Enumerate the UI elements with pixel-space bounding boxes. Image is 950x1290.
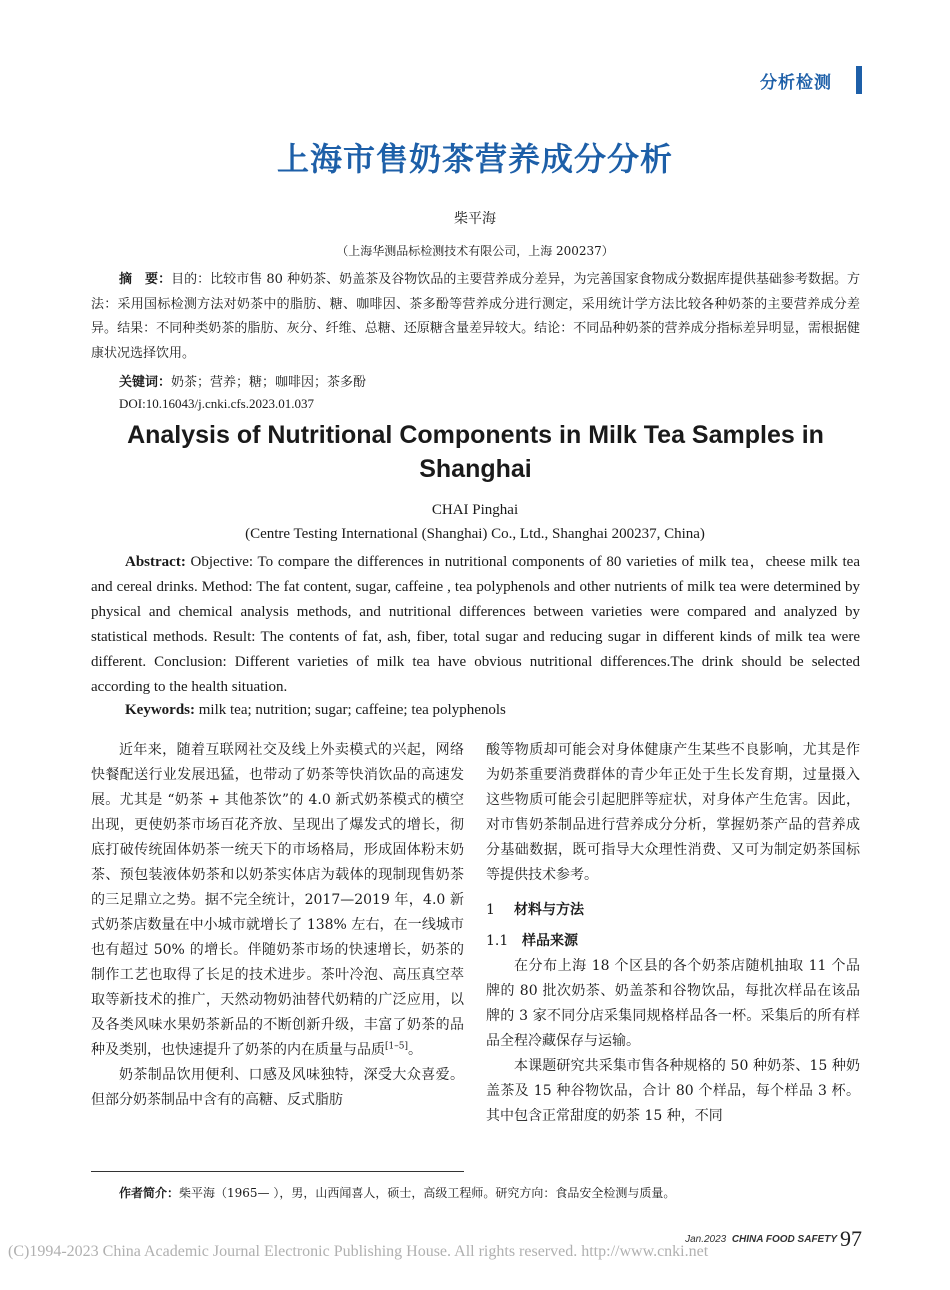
footnote-divider [91, 1171, 464, 1172]
section-tag: 分析检测 [760, 73, 832, 93]
footnote-label: 作者简介： [119, 1186, 180, 1200]
chinese-author: 柴平海 [454, 211, 496, 227]
english-author: CHAI Pinghai [431, 502, 519, 518]
body-text-end: 。 [407, 1042, 422, 1058]
body-text: 近年来，随着互联网社交及线上外卖模式的兴起，网络快餐配送行业发展迅猛，也带动了奶茶等快消饮品的高速发展。尤其是 “奶茶 + 其他茶饮”的 4.0 新式奶茶模式的横空出现，更使奶茶市场百花齐放、呈现出了爆发式的增长，彻底打破传统固体奶茶一统天下的市场格局，形成固体粉末奶茶、预包装液体奶茶和以奶茶实体店为载体的现制现售奶茶的三足鼎立之势。据不完全统计，2017—2019 年，4.0 新式奶茶店数量在中小城市就增长了 138% 左右，在一线城市也有超过 50% 的增长。伴随奶茶市场的快速增长，奶茶的制作工艺也取得了长足的技术进步。茶叶冷泡、高压真空萃取等新技术的推广，天然动物奶油替代奶精的广泛应用，以及各类风味水果奶茶新品的不断创新升级，丰富了奶茶的品种及类别，也快速提升了奶茶的内在质量与品质 [91, 742, 464, 1058]
english-abstract-label: Abstract: [125, 554, 186, 570]
author-footnote [119, 1184, 675, 1201]
english-affiliation: (Centre Testing International (Shanghai) Co., Ltd., Shanghai 200237, China) [245, 526, 705, 542]
english-title: Analysis of Nutritional Components in Milk Tea Samples in Shanghai [127, 421, 824, 483]
english-keywords-text: milk tea; nutrition; sugar; caffeine; tea polyphenols [195, 702, 506, 718]
body-paragraph: 酸等物质却可能会对身体健康产生某些不良影响，尤其是作为奶茶重要消费群体的青少年正处于生长发育期，过量摄入这些物质可能会引起肥胖等症状，对身体产生危害。因此，对市售奶茶制品进行营养成分分析，掌握奶茶产品的营养成分基础数据，既可指导大众理性消费、又可为制定奶茶国标等提供技术参考。 [486, 742, 860, 883]
section-title: 材料与方法 [514, 902, 584, 918]
english-abstract [91, 550, 860, 700]
citation-ref: [1–5] [385, 1041, 408, 1052]
subsection-title: 样品来源 [522, 933, 578, 949]
subsection-number: 1.1 [486, 933, 509, 949]
journal-name: CHINA FOOD SAFETY [731, 1234, 837, 1245]
section-number: 1 [486, 902, 495, 918]
footnote-text: 柴平海（1965— ），男，山西闻喜人，硕士，高级工程师。研究方向：食品安全检测与质量。 [179, 1186, 676, 1200]
body-paragraph: 奶茶制品饮用便利、口感及风味独特，深受大众喜爱。但部分奶茶制品中含有的高糖、反式脂肪 [91, 1067, 464, 1108]
body-paragraph: 本课题研究共采集市售各种规格的 50 种奶茶、15 种奶盖茶及 15 种谷物饮品，合计 80 个样品，每个样品 3 杯。其中包含正常甜度的奶茶 15 种，不同 [486, 1058, 860, 1124]
chinese-abstract-text: 目的：比较市售 80 种奶茶、奶盖茶及谷物饮品的主要营养成分差异，为完善国家食物成分数据库提供基础参考数据。方法：采用国标检测方法对奶茶中的脂肪、糖、咖啡因、茶多酚等营养成分进行测定，采用统计学方法比较各种奶茶的主要营养成分差异。结果：不同种类奶茶的脂肪、灰分、纤维、总糖、还原糖含量差异较大。结论：不同品种奶茶的营养成分指标差异明显，需根据健康状况选择饮用。 [91, 272, 860, 361]
body-column-right [486, 738, 860, 1129]
page-number: 97 [840, 1226, 862, 1251]
issue-date: Jan.2023 [685, 1234, 727, 1245]
body-paragraph: 在分布上海 18 个区县的各个奶茶店随机抽取 11 个品牌的 80 批次奶茶、奶盖茶和谷物饮品，每批次样品在该品牌的 3 家不同分店采集同规格样品各一杯。采集后的所有样品全程冷藏保存与运输。 [486, 958, 860, 1049]
body-column-left [91, 738, 464, 1113]
section-heading [486, 898, 860, 923]
english-abstract-text: Objective: To compare the differences in nutritional components of 80 varieties of milk tea，cheese milk tea and cereal drinks. Method: The fat content, sugar, caffeine , tea polyphenols and other nutrients of milk tea were determined by physical and chemical analysis methods, and nutritional differences between varieties were compared and analyzed by statistical methods. Result: The contents of fat, ash, fiber, total sugar and reducing sugar in different kinds of milk tea were different. Conclusion: Different varieties of milk tea have obvious nutritional differences.The drink should be selected according to the health situation. [91, 554, 860, 695]
body-paragraph [91, 738, 464, 1063]
english-keywords-label: Keywords: [125, 702, 195, 718]
chinese-affiliation: （上海华测品标检测技术有限公司，上海 200237） [336, 244, 614, 258]
chinese-abstract-label: 摘 要： [119, 272, 172, 287]
section-tag-bar [856, 66, 862, 94]
chinese-title: 上海市售奶茶营养成分分析 [276, 140, 673, 178]
chinese-keywords-text: 奶茶；营养；糖；咖啡因；茶多酚 [171, 375, 367, 390]
chinese-abstract [91, 268, 860, 366]
chinese-keywords [119, 372, 366, 394]
doi: DOI:10.16043/j.cnki.cfs.2023.01.037 [119, 396, 314, 411]
copyright-watermark: (C)1994-2023 China Academic Journal Electronic Publishing House. All rights reserved. http://www.cnki.net [8, 1243, 709, 1260]
subsection-heading [486, 929, 860, 954]
chinese-keywords-label: 关键词： [119, 375, 172, 390]
english-keywords [125, 702, 506, 719]
